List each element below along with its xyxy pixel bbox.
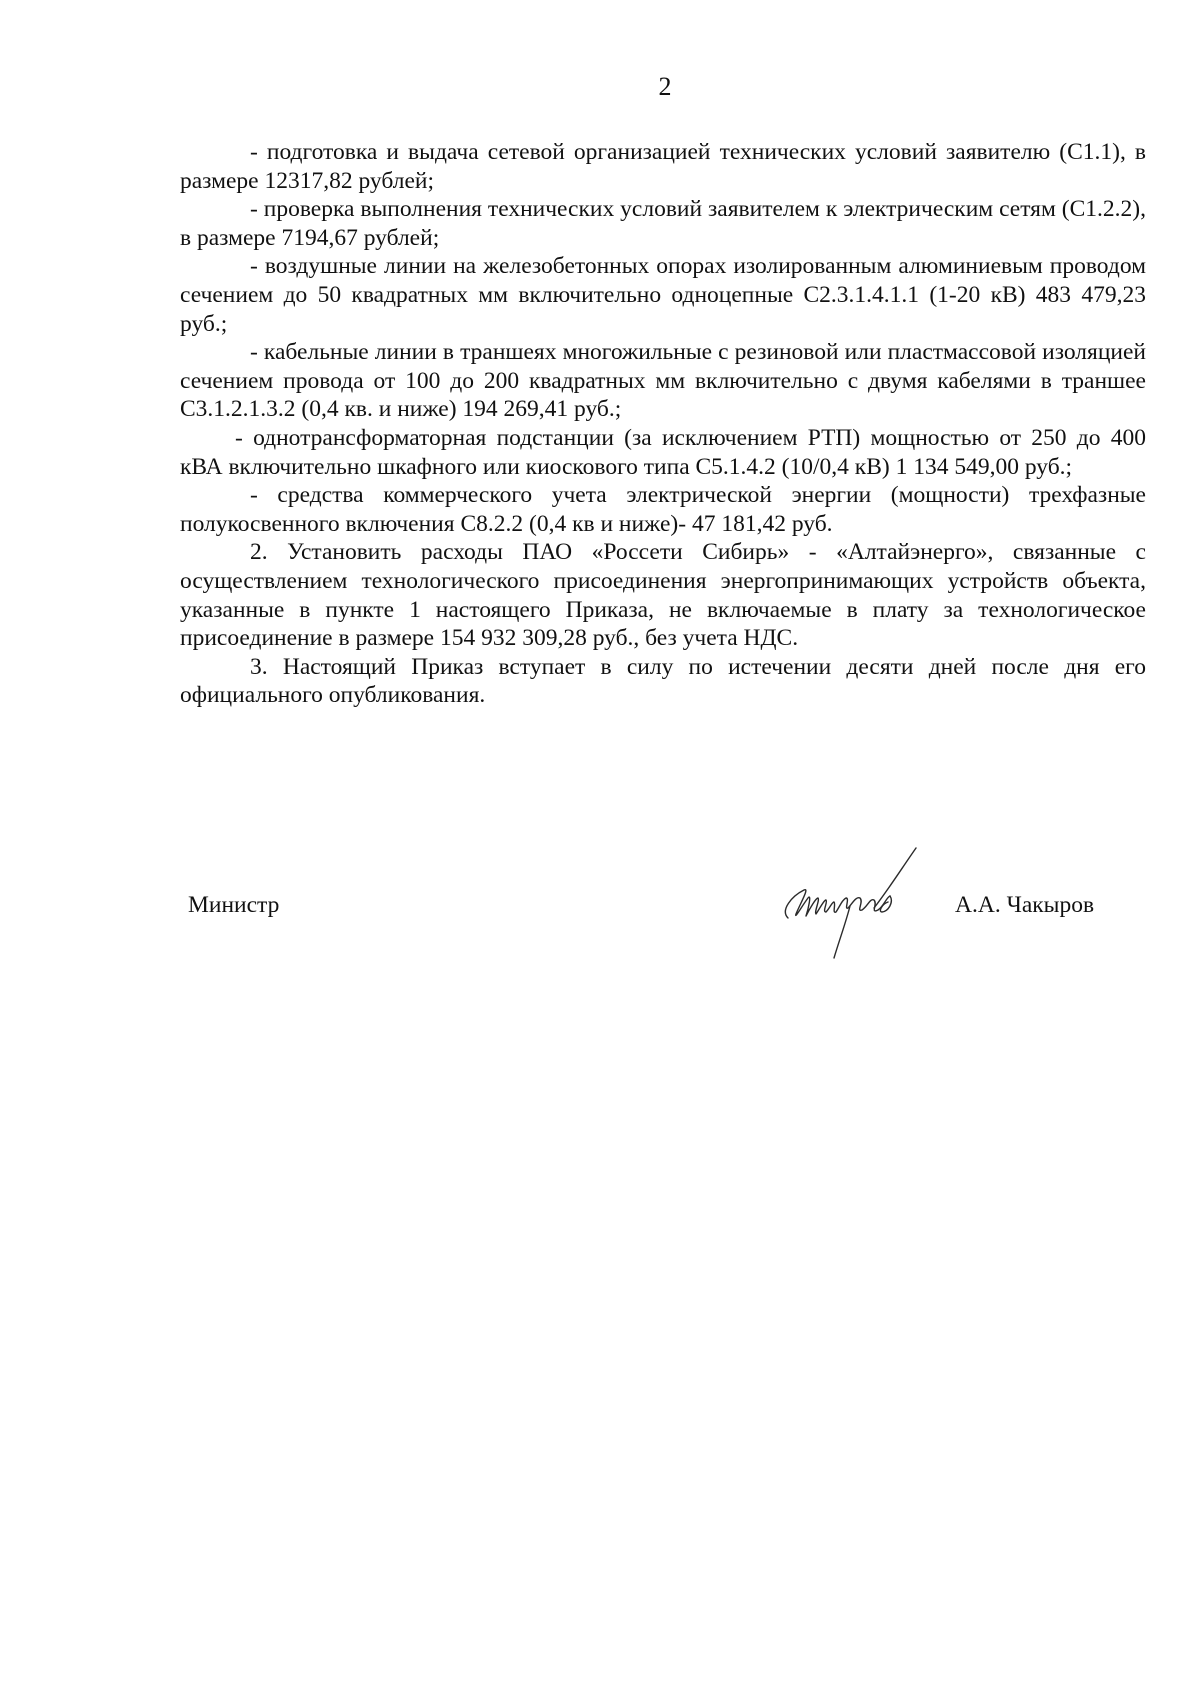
paragraph-tech-check: - проверка выполнения технических условий заявителем к электрическим сетям (С1.2.2), в размере 7194,67 рублей; bbox=[180, 196, 1146, 251]
paragraph-substation: - однотрансформаторная подстанции (за исключением РТП) мощностью от 250 до 400 кВА включительно шкафного или киоскового типа С5.1.4.2 (10/0,4 кВ) 1 134 549,00 руб.; bbox=[180, 424, 1146, 480]
signatory-role: Министр bbox=[188, 892, 280, 918]
document-body bbox=[180, 138, 1146, 710]
paragraph-item-2: 2. Установить расходы ПАО «Россети Сибирь» - «Алтайэнерго», связанные с осуществлением технологического присоединения энергопринимающих устройств объекта, указанные в пункте 1 настоящего Приказа, не включаемые в плату за технологическое присоединение в размере 154 932 309,28 руб., без учета НДС. bbox=[180, 539, 1146, 652]
paragraph-tech-conditions: - подготовка и выдача сетевой организацией технических условий заявителю (С1.1), в размере 12317,82 рублей; bbox=[180, 139, 1146, 194]
handwritten-signature bbox=[770, 840, 950, 970]
page-number: 2 bbox=[658, 72, 672, 101]
signatory-name: А.А. Чакыров bbox=[955, 892, 1095, 918]
paragraph-item-3: 3. Настоящий Приказ вступает в силу по истечении десяти дней после дня его официального опубликования. bbox=[180, 653, 1146, 709]
paragraph-metering: - средства коммерческого учета электрической энергии (мощности) трехфазные полукосвенного включения С8.2.2 (0,4 кв и ниже)- 47 181,42 руб. bbox=[180, 482, 1146, 537]
paragraph-overhead-lines: - воздушные линии на железобетонных опорах изолированным алюминиевым проводом сечением до 50 квадратных мм включительно одноцепные С2.3.1.4.1.1 (1-20 кВ) 483 479,23 руб.; bbox=[180, 253, 1146, 337]
signature-block bbox=[180, 880, 1110, 940]
paragraph-cable-lines: - кабельные линии в траншеях многожильные с резиновой или пластмассовой изоляцией сечением провода от 100 до 200 квадратных мм включительно с двумя кабелями в траншее С3.1.2.1.3.2 (0,4 кв. и ниже) 194 269,41 руб.; bbox=[180, 339, 1146, 423]
